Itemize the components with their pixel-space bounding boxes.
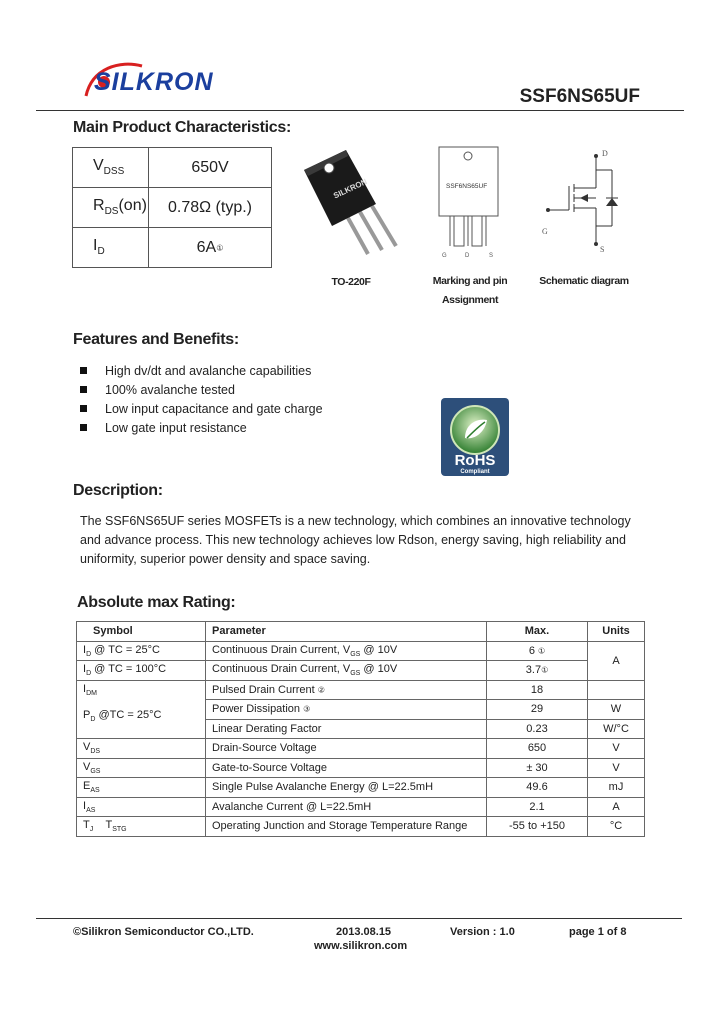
part-number: SSF6NS65UF <box>519 86 640 107</box>
table-row <box>77 817 645 837</box>
footer-divider <box>36 918 682 919</box>
row-parameter: Pulsed Drain Current ② <box>206 680 487 700</box>
footer-date: 2013.08.15 <box>336 926 392 938</box>
footer-version: Version : 1.0 <box>450 926 515 938</box>
char-value: 6A① <box>149 228 272 268</box>
row-symbol: $T_J$ $T_{STG}$ <box>77 817 206 837</box>
bullet-icon <box>80 367 87 374</box>
table-row <box>77 661 645 681</box>
row-max: ± 30 <box>487 758 588 778</box>
row-max: 49.6 <box>487 778 588 798</box>
bullet-icon <box>80 424 87 431</box>
row-unit-empty <box>588 680 645 700</box>
char-symbol: $V_{DSS}$ <box>73 148 149 188</box>
table-row <box>73 188 272 228</box>
footer-website[interactable]: www.silikron.com <box>314 940 408 952</box>
row-unit: A <box>588 641 645 680</box>
ratings-title: Absolute max Rating: <box>77 594 236 611</box>
row-parameter: Gate-to-Source Voltage <box>206 758 487 778</box>
footer-company: ©Silikron Semiconductor CO.,LTD. <box>73 926 254 938</box>
rohs-sublabel: Compliant <box>460 469 490 475</box>
list-item: Low input capacitance and gate charge <box>80 400 323 419</box>
marking-caption-line: Assignment <box>441 294 499 306</box>
row-parameter: Continuous Drain Current, $V_{GS}$ @ 10V <box>206 641 487 661</box>
marking-diagram <box>436 146 506 261</box>
table-row <box>77 758 645 778</box>
table-row <box>77 739 645 759</box>
rohs-badge-icon <box>441 398 509 476</box>
mosfet-schematic-icon <box>536 146 626 256</box>
pin-label-g: G <box>442 253 447 259</box>
header-parameter: Parameter <box>206 622 487 642</box>
table-row <box>77 680 645 700</box>
pin-label-d: D <box>465 253 470 259</box>
symbol-pd: $P_D$ @TC = 25°C <box>83 708 162 723</box>
table-row <box>73 228 272 268</box>
row-symbol: $V_{GS}$ <box>77 758 206 778</box>
features-list <box>80 362 323 438</box>
schematic-label-s: S <box>600 245 605 254</box>
rohs-label: RoHS <box>454 452 496 469</box>
company-logo <box>80 58 220 102</box>
bullet-icon <box>80 405 87 412</box>
list-item: 100% avalanche tested <box>80 381 323 400</box>
header-units: Units <box>588 622 645 642</box>
row-parameter: Continuous Drain Current, $V_{GS}$ @ 10V <box>206 661 487 681</box>
char-symbol: $I_D$ <box>73 228 149 268</box>
row-unit: W <box>588 700 645 720</box>
row-unit: V <box>588 739 645 759</box>
row-unit: mJ <box>588 778 645 798</box>
absolute-max-ratings-table <box>76 621 645 837</box>
row-symbol: $V_{DS}$ <box>77 739 206 759</box>
row-max: 650 <box>487 739 588 759</box>
marking-text: SSF6NS65UF <box>446 183 488 190</box>
row-parameter: Drain-Source Voltage <box>206 739 487 759</box>
logo-text: SILKRON <box>94 68 214 96</box>
table-row <box>77 641 645 661</box>
row-parameter: Power Dissipation ③ <box>206 700 487 720</box>
footer-page: page 1 of 8 <box>569 926 627 938</box>
main-characteristics-title: Main Product Characteristics: <box>73 119 292 136</box>
row-max: 3.7① <box>487 661 588 681</box>
row-max: -55 to +150 <box>487 817 588 837</box>
pin-label-s: S <box>489 253 494 259</box>
row-unit: W/°C <box>588 719 645 739</box>
list-item: High dv/dt and avalanche capabilities <box>80 362 323 381</box>
row-unit: A <box>588 797 645 817</box>
marking-caption <box>426 272 514 310</box>
row-unit: V <box>588 758 645 778</box>
char-value: 650V <box>149 148 272 188</box>
package-caption: TO-220F <box>331 276 371 288</box>
package-marking-text: SILKRON <box>332 177 369 201</box>
row-max: 18 <box>487 680 588 700</box>
table-row <box>77 778 645 798</box>
row-symbol: $I_D$ @ TC = 100°C <box>77 661 206 681</box>
row-max: 2.1 <box>487 797 588 817</box>
row-symbol: $I_{AS}$ <box>77 797 206 817</box>
row-symbol: $E_{AS}$ <box>77 778 206 798</box>
row-parameter: Single Pulse Avalanche Energy @ L=22.5mH <box>206 778 487 798</box>
schematic-label-d: D <box>602 149 608 158</box>
to220f-package-image <box>296 146 406 261</box>
table-header-row <box>77 622 645 642</box>
row-max: 29 <box>487 700 588 720</box>
table-row <box>73 148 272 188</box>
header-symbol: Symbol <box>77 622 206 642</box>
row-max: 6 ① <box>487 641 588 661</box>
schematic-caption: Schematic diagram <box>539 275 629 287</box>
char-symbol: $R_{DS}(on)$ <box>73 188 149 228</box>
table-row <box>77 797 645 817</box>
row-unit: °C <box>588 817 645 837</box>
description-text: The SSF6NS65UF series MOSFETs is a new technology, which combines an innovative technology and advance process. This new technology achieves low Rdson, energy saving, high reliability and uniformity, superior power density and space saving. <box>80 514 631 566</box>
features-title: Features and Benefits: <box>73 331 239 348</box>
list-item: Low gate input resistance <box>80 419 323 438</box>
header-divider <box>36 110 684 111</box>
row-symbol-group <box>77 680 206 739</box>
bullet-icon <box>80 386 87 393</box>
row-parameter: Operating Junction and Storage Temperature Range <box>206 817 487 837</box>
header-max: Max. <box>487 622 588 642</box>
marking-caption-line: Marking and pin <box>432 275 508 287</box>
row-parameter: Avalanche Current @ L=22.5mH <box>206 797 487 817</box>
schematic-label-g: G <box>542 227 548 236</box>
description-title: Description: <box>73 482 163 499</box>
main-characteristics-table <box>72 147 272 268</box>
char-value: 0.78Ω (typ.) <box>149 188 272 228</box>
row-parameter: Linear Derating Factor <box>206 719 487 739</box>
row-symbol: $I_D$ @ TC = 25°C <box>77 641 206 661</box>
symbol-idm: $I_{DM}$ <box>83 682 97 697</box>
row-max: 0.23 <box>487 719 588 739</box>
